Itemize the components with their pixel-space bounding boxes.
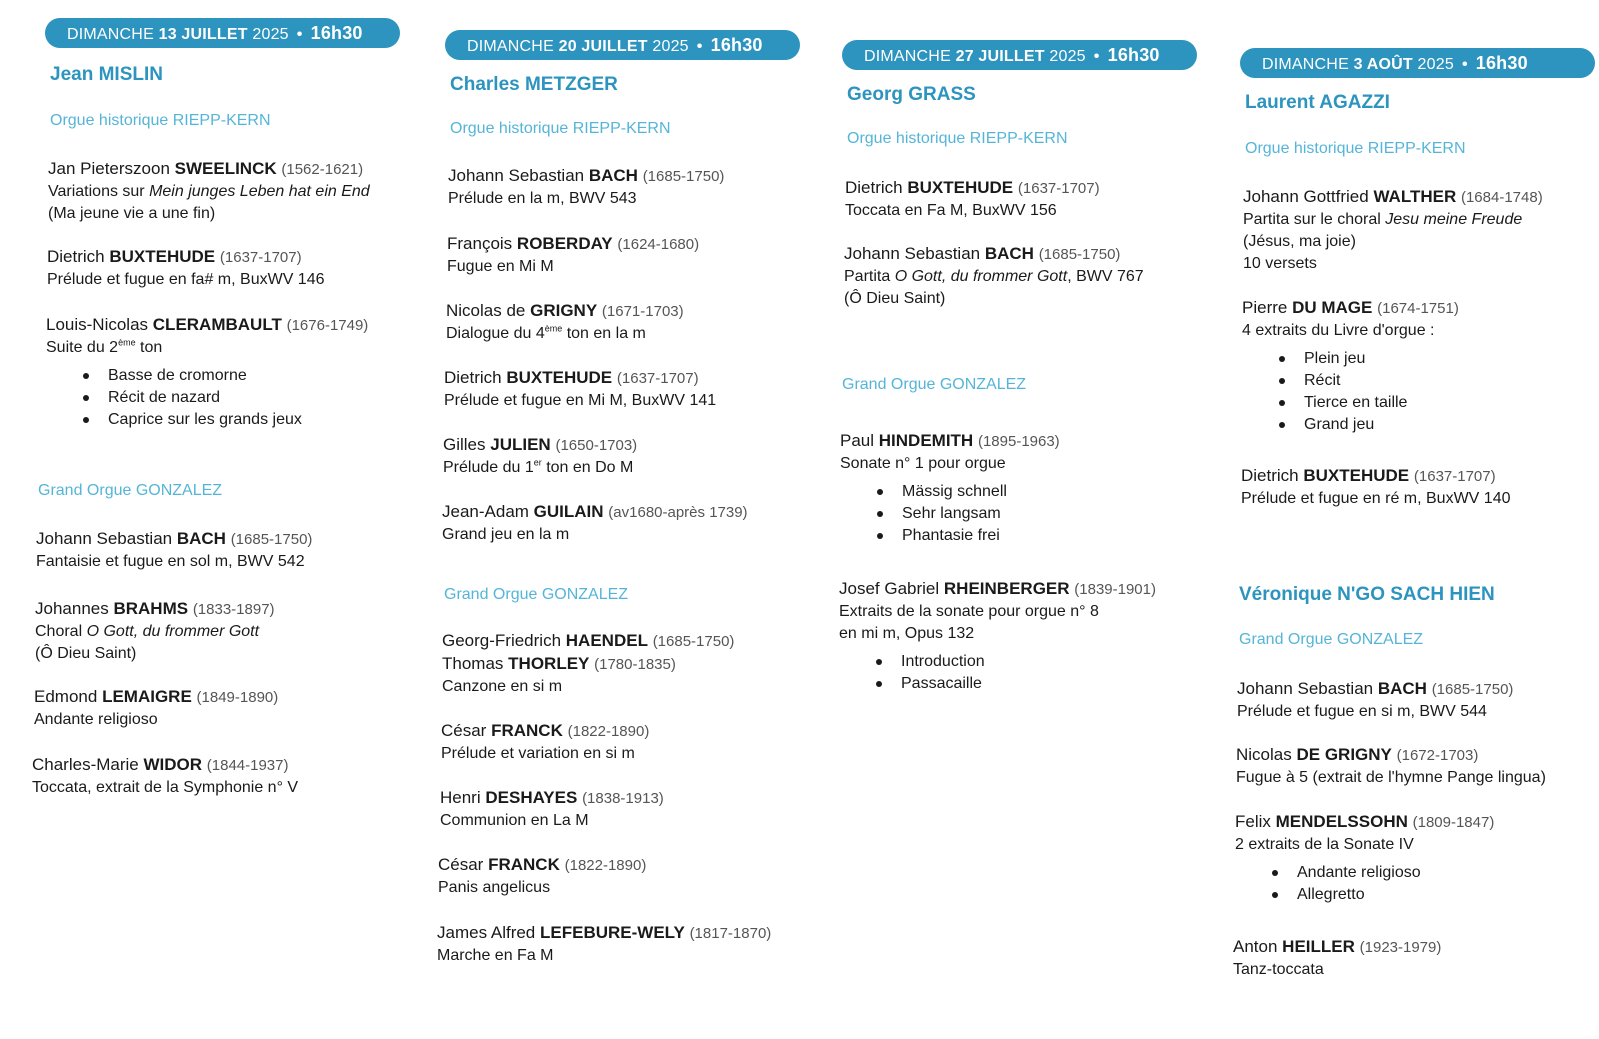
composer-line	[446, 300, 811, 323]
composer-line	[1241, 465, 1599, 488]
composer-first-name: Jean-Adam	[442, 502, 529, 521]
ordinal-suffix: er	[533, 457, 542, 468]
organ-name: Orgue historique RIEPP-KERN	[847, 130, 1068, 147]
date-banner	[842, 40, 1197, 70]
movement-item: Plein jeu	[1304, 348, 1599, 370]
composer-first-name: Felix	[1235, 812, 1271, 831]
composer-last-name: HAENDEL	[565, 631, 648, 650]
composer-line	[444, 367, 809, 390]
program-item	[1241, 465, 1599, 510]
composer-last-name: BUXTEHUDE	[907, 178, 1014, 197]
organ-name: Grand Orgue GONZALEZ	[444, 586, 629, 603]
composer-last-name: BUXTEHUDE	[1303, 466, 1410, 485]
composer-line	[1236, 744, 1599, 767]
program-item	[34, 686, 399, 731]
work-title	[32, 777, 397, 799]
work-title	[839, 623, 1204, 645]
composer-last-name: HEILLER	[1282, 937, 1355, 956]
composer-first-name: Edmond	[34, 687, 98, 706]
composer-line	[447, 233, 812, 256]
program-item	[1236, 744, 1599, 789]
composer-last-name: BACH	[1377, 679, 1427, 698]
date-banner	[1240, 48, 1595, 78]
banner-separator: •	[1461, 56, 1468, 73]
program-item	[446, 300, 811, 345]
work-title	[448, 188, 813, 210]
composer-first-name: Jan Pieterszoon	[48, 159, 170, 178]
banner-date: 13 JUILLET	[158, 26, 248, 43]
movement-list	[46, 365, 411, 431]
work-text: ton	[135, 339, 163, 356]
program-item	[1235, 811, 1599, 906]
work-title	[36, 551, 401, 573]
composer-dates: (1809-1847)	[1412, 814, 1495, 831]
composer-dates: (1685-1750)	[230, 531, 313, 548]
movement-item: Phantasie frei	[902, 525, 1205, 547]
composer-dates: (1844-1937)	[206, 757, 289, 774]
composer-last-name: DE GRIGNY	[1296, 745, 1392, 764]
composer-last-name: JULIEN	[490, 435, 551, 454]
composer-dates: (1637-1707)	[1017, 180, 1100, 197]
work-text: Andante religioso	[34, 711, 158, 728]
composer-line	[46, 314, 411, 337]
composer-dates: (1838-1913)	[582, 790, 664, 807]
composer-first-name: Johann Sebastian	[1237, 679, 1374, 698]
composer-first-name: César	[441, 721, 487, 740]
work-title	[1241, 488, 1599, 510]
work-title	[46, 337, 411, 359]
work-title	[1237, 701, 1599, 723]
banner-year: 2025	[652, 38, 689, 55]
composer-line	[36, 528, 401, 551]
work-title	[1233, 959, 1598, 981]
organ-name: Grand Orgue GONZALEZ	[38, 482, 223, 499]
movement-item: Mässig schnell	[902, 481, 1205, 503]
banner-day: DIMANCHE	[864, 48, 951, 65]
composer-line	[35, 598, 400, 621]
composer-first-name: Charles-Marie	[32, 755, 139, 774]
composer-first-name: Josef Gabriel	[839, 579, 940, 598]
composer-dates: (1684-1748)	[1460, 189, 1543, 206]
composer-first-name: Johann Sebastian	[36, 529, 173, 548]
program-item	[845, 177, 1210, 222]
composer-dates: (1671-1703)	[601, 303, 684, 320]
work-text: Toccata, extrait de la Symphonie n° V	[32, 779, 299, 796]
work-title	[1243, 253, 1599, 275]
composer-last-name: FRANCK	[488, 855, 560, 874]
composer-line	[47, 246, 412, 269]
composer-last-name: ROBERDAY	[516, 234, 613, 253]
program-item	[437, 922, 802, 967]
banner-time: 16h30	[1107, 45, 1160, 65]
composer-line	[437, 922, 802, 945]
composer-last-name: BUXTEHUDE	[109, 247, 216, 266]
composer-dates: (1849-1890)	[196, 689, 279, 706]
organ-name: Orgue historique RIEPP-KERN	[50, 112, 271, 129]
work-title	[442, 676, 807, 698]
work-title	[48, 203, 413, 225]
banner-day: DIMANCHE	[1262, 56, 1349, 73]
work-title	[1243, 231, 1599, 253]
composer-line	[438, 854, 803, 877]
work-text: (Ô Dieu Saint)	[844, 290, 946, 307]
banner-date: 20 JUILLET	[558, 38, 648, 55]
composer-first-name: Louis-Nicolas	[46, 315, 149, 334]
composer-last-name: BACH	[176, 529, 226, 548]
composer-first-name: Thomas	[442, 654, 504, 673]
composer-line	[442, 501, 807, 524]
work-text: ton en la m	[562, 325, 646, 342]
composer-dates: (1637-1707)	[219, 249, 302, 266]
composer-last-name: GRIGNY	[530, 301, 598, 320]
movement-item: Caprice sur les grands jeux	[108, 409, 411, 431]
composer-first-name: Johann Sebastian	[844, 244, 981, 263]
composer-first-name: Johann Sebastian	[448, 166, 585, 185]
banner-time: 16h30	[1475, 53, 1528, 73]
work-text: Toccata en Fa M, BuxWV 156	[845, 202, 1057, 219]
composer-dates: (1637-1707)	[1413, 468, 1496, 485]
organ-name: Orgue historique RIEPP-KERN	[450, 120, 671, 137]
work-text: (Jésus, ma joie)	[1243, 233, 1356, 250]
work-text: Marche en Fa M	[437, 947, 554, 964]
composer-dates: (1895-1963)	[977, 433, 1060, 450]
composer-last-name: HINDEMITH	[878, 431, 974, 450]
work-text: Tanz-toccata	[1233, 961, 1324, 978]
composer-dates: (1685-1750)	[1431, 681, 1514, 698]
composer-last-name: DESHAYES	[485, 788, 578, 807]
composer-dates: (1839-1901)	[1074, 581, 1156, 598]
composer-dates: (1676-1749)	[286, 317, 369, 334]
composer-first-name: Henri	[440, 788, 481, 807]
composer-line	[839, 578, 1204, 601]
program-item	[840, 430, 1205, 547]
program-item	[447, 233, 812, 278]
ordinal-suffix: ème	[544, 323, 563, 334]
date-banner	[445, 30, 800, 60]
composer-dates: (1833-1897)	[192, 601, 275, 618]
organ-name: Grand Orgue GONZALEZ	[842, 376, 1027, 393]
work-title-italic: Jesu meine Freude	[1385, 211, 1523, 228]
work-title	[441, 743, 806, 765]
composer-first-name: Gilles	[443, 435, 486, 454]
composer-last-name: DU MAGE	[1292, 298, 1373, 317]
work-title	[844, 266, 1209, 288]
composer-dates: (1637-1707)	[616, 370, 699, 387]
composer-last-name: WIDOR	[143, 755, 203, 774]
composer-dates: (1672-1703)	[1396, 747, 1479, 764]
organ-name: Grand Orgue GONZALEZ	[1239, 631, 1424, 648]
work-text: Prélude et variation en si m	[441, 745, 635, 762]
composer-first-name: César	[438, 855, 484, 874]
movement-item: Récit	[1304, 370, 1599, 392]
work-text: Extraits de la sonate pour orgue n° 8	[839, 603, 1099, 620]
composer-line	[1242, 297, 1599, 320]
composer-dates: (1685-1750)	[652, 633, 735, 650]
work-title	[1243, 209, 1599, 231]
work-text: (Ô Dieu Saint)	[35, 645, 137, 662]
program-item	[442, 630, 807, 698]
organ-name: Orgue historique RIEPP-KERN	[1245, 140, 1466, 157]
composer-line	[845, 177, 1210, 200]
banner-day: DIMANCHE	[467, 38, 554, 55]
work-text: Choral	[35, 623, 87, 640]
movement-item: Passacaille	[901, 673, 1204, 695]
work-title	[443, 457, 808, 479]
work-text: Prélude et fugue en si m, BWV 544	[1237, 703, 1487, 720]
work-text: Panis angelicus	[438, 879, 551, 896]
composer-dates: (1817-1870)	[689, 925, 772, 942]
work-text: en mi m, Opus 132	[839, 625, 975, 642]
composer-first-name: Johann Gottfried	[1243, 187, 1369, 206]
movement-list	[840, 481, 1205, 547]
work-title	[440, 810, 805, 832]
work-title-italic: O Gott, du frommer Gott	[894, 268, 1068, 285]
composer-line	[442, 653, 807, 676]
composer-dates: (1685-1750)	[642, 168, 725, 185]
work-title	[35, 621, 400, 643]
movement-item: Basse de cromorne	[108, 365, 411, 387]
composer-first-name: Georg-Friedrich	[442, 631, 562, 650]
work-text: Prélude en la m, BWV 543	[448, 190, 637, 207]
banner-time: 16h30	[710, 35, 763, 55]
composer-last-name: CLERAMBAULT	[152, 315, 282, 334]
work-title	[438, 877, 803, 899]
composer-line	[34, 686, 399, 709]
composer-last-name: BUXTEHUDE	[506, 368, 613, 387]
composer-line	[844, 243, 1209, 266]
work-text: Communion en La M	[440, 812, 589, 829]
program-item	[448, 165, 813, 210]
work-title-italic: Mein junges Leben hat ein End	[149, 183, 370, 200]
program-item	[839, 578, 1204, 695]
program-item	[47, 246, 412, 291]
work-text: Sonate n° 1 pour orgue	[840, 455, 1006, 472]
work-title	[839, 601, 1204, 623]
movement-list	[1235, 862, 1599, 906]
composer-last-name: LEMAIGRE	[102, 687, 192, 706]
banner-year: 2025	[1049, 48, 1086, 65]
work-text: Prélude et fugue en Mi M, BuxWV 141	[444, 392, 717, 409]
work-text: Fugue à 5 (extrait de l'hymne Pange lingua)	[1236, 769, 1546, 786]
work-text: Fugue en Mi M	[447, 258, 554, 275]
composer-first-name: Nicolas	[1236, 745, 1292, 764]
composer-dates: (1624-1680)	[617, 236, 700, 253]
program-item	[32, 754, 397, 799]
composer-first-name: François	[447, 234, 513, 253]
composer-dates: (1923-1979)	[1359, 939, 1442, 956]
movement-item: Grand jeu	[1304, 414, 1599, 436]
composer-line	[1235, 811, 1599, 834]
performer-name: Véronique N'GO SACH HIEN	[1239, 584, 1495, 605]
composer-first-name: Paul	[840, 431, 875, 450]
program-item	[1242, 297, 1599, 436]
work-title	[47, 269, 412, 291]
program-item	[1233, 936, 1598, 981]
composer-first-name: James Alfred	[437, 923, 536, 942]
movement-item: Andante religioso	[1297, 862, 1599, 884]
work-text: Prélude et fugue en ré m, BuxWV 140	[1241, 490, 1511, 507]
movement-item: Récit de nazard	[108, 387, 411, 409]
performer-name: Charles METZGER	[450, 74, 618, 95]
movement-item: Introduction	[901, 651, 1204, 673]
work-title	[447, 256, 812, 278]
composer-line	[1233, 936, 1598, 959]
composer-dates: (1822-1890)	[567, 723, 650, 740]
program-item	[36, 528, 401, 573]
composer-last-name: LEFEBURE-WELY	[540, 923, 685, 942]
banner-date: 27 JUILLET	[955, 48, 1045, 65]
work-text: 10 versets	[1243, 255, 1317, 272]
work-title	[444, 390, 809, 412]
work-text: Variations sur	[48, 183, 150, 200]
work-title	[48, 181, 413, 203]
composer-dates: (1650-1703)	[555, 437, 638, 454]
banner-separator: •	[1093, 48, 1100, 65]
banner-day: DIMANCHE	[67, 26, 154, 43]
work-text: 2 extraits de la Sonate IV	[1235, 836, 1414, 853]
program-item	[35, 598, 400, 665]
composer-last-name: RHEINBERGER	[943, 579, 1070, 598]
program-item	[443, 434, 808, 479]
composer-line	[1237, 678, 1599, 701]
composer-first-name: Anton	[1233, 937, 1278, 956]
banner-separator: •	[696, 38, 703, 55]
composer-first-name: Pierre	[1242, 298, 1288, 317]
work-text: 4 extraits du Livre d'orgue :	[1242, 322, 1435, 339]
work-title	[437, 945, 802, 967]
banner-date: 3 AOÛT	[1353, 56, 1413, 73]
ordinal-suffix: ème	[118, 337, 136, 348]
work-text: Suite du 2	[46, 339, 119, 356]
composer-line	[32, 754, 397, 777]
performer-name: Laurent AGAZZI	[1245, 92, 1390, 113]
work-text: Partita sur le choral	[1243, 211, 1386, 228]
composer-first-name: Nicolas de	[446, 301, 526, 320]
movement-item: Sehr langsam	[902, 503, 1205, 525]
movement-item: Tierce en taille	[1304, 392, 1599, 414]
program-item	[441, 720, 806, 765]
program-item	[444, 367, 809, 412]
composer-dates: (1685-1750)	[1038, 246, 1121, 263]
work-title	[35, 643, 400, 665]
work-text: Fantaisie et fugue en sol m, BWV 542	[36, 553, 305, 570]
work-text: Canzone en si m	[442, 678, 563, 695]
program-item	[1237, 678, 1599, 723]
composer-first-name: Dietrich	[444, 368, 502, 387]
composer-dates: (1822-1890)	[564, 857, 647, 874]
program-item	[844, 243, 1209, 310]
work-title	[34, 709, 399, 731]
banner-separator: •	[296, 26, 303, 43]
composer-line	[442, 630, 807, 653]
program-item	[442, 501, 807, 546]
composer-last-name: BACH	[984, 244, 1034, 263]
work-text: Grand jeu en la m	[442, 526, 570, 543]
work-text: Dialogue du 4	[446, 325, 545, 342]
composer-last-name: GUILAIN	[533, 502, 604, 521]
movement-list	[1242, 348, 1599, 436]
work-text: Prélude et fugue en fa# m, BuxWV 146	[47, 271, 325, 288]
work-title-italic: O Gott, du frommer Gott	[86, 623, 260, 640]
composer-first-name: Dietrich	[845, 178, 903, 197]
composer-last-name: WALTHER	[1373, 187, 1457, 206]
composer-last-name: SWEELINCK	[174, 159, 277, 178]
work-title	[845, 200, 1210, 222]
composer-last-name: FRANCK	[491, 721, 563, 740]
composer-last-name: BACH	[588, 166, 638, 185]
work-text: (Ma jeune vie a une fin)	[48, 205, 216, 222]
banner-year: 2025	[1417, 56, 1454, 73]
program-item	[440, 787, 805, 832]
work-title	[1242, 320, 1599, 342]
composer-dates: (1562-1621)	[281, 161, 364, 178]
movement-item: Allegretto	[1297, 884, 1599, 906]
work-text: Prélude du 1	[443, 459, 534, 476]
program-item	[48, 158, 413, 225]
work-title	[442, 524, 807, 546]
program-item	[46, 314, 411, 431]
composer-line	[48, 158, 413, 181]
composer-first-name: Johannes	[35, 599, 109, 618]
date-banner	[45, 18, 400, 48]
composer-line	[1243, 186, 1599, 209]
work-text: Partita	[844, 268, 895, 285]
composer-line	[840, 430, 1205, 453]
program-item	[1243, 186, 1599, 275]
composer-line	[440, 787, 805, 810]
composer-line	[448, 165, 813, 188]
work-title	[840, 453, 1205, 475]
composer-dates: (av1680-après 1739)	[608, 504, 748, 521]
composer-first-name: Dietrich	[47, 247, 105, 266]
work-title	[1235, 834, 1599, 856]
work-text: , BWV 767	[1067, 268, 1144, 285]
composer-line	[443, 434, 808, 457]
composer-last-name: MENDELSSOHN	[1275, 812, 1408, 831]
composer-last-name: BRAHMS	[113, 599, 189, 618]
composer-dates: (1674-1751)	[1377, 300, 1459, 317]
program-item	[438, 854, 803, 899]
composer-line	[441, 720, 806, 743]
work-title	[1236, 767, 1599, 789]
composer-dates: (1780-1835)	[594, 656, 676, 673]
movement-list	[839, 651, 1204, 695]
composer-first-name: Dietrich	[1241, 466, 1299, 485]
banner-time: 16h30	[310, 23, 363, 43]
work-title	[446, 323, 811, 345]
performer-name: Georg GRASS	[847, 84, 976, 105]
banner-year: 2025	[252, 26, 289, 43]
work-title	[844, 288, 1209, 310]
performer-name: Jean MISLIN	[50, 64, 163, 85]
composer-last-name: THORLEY	[508, 654, 590, 673]
work-text: ton en Do M	[541, 459, 634, 476]
